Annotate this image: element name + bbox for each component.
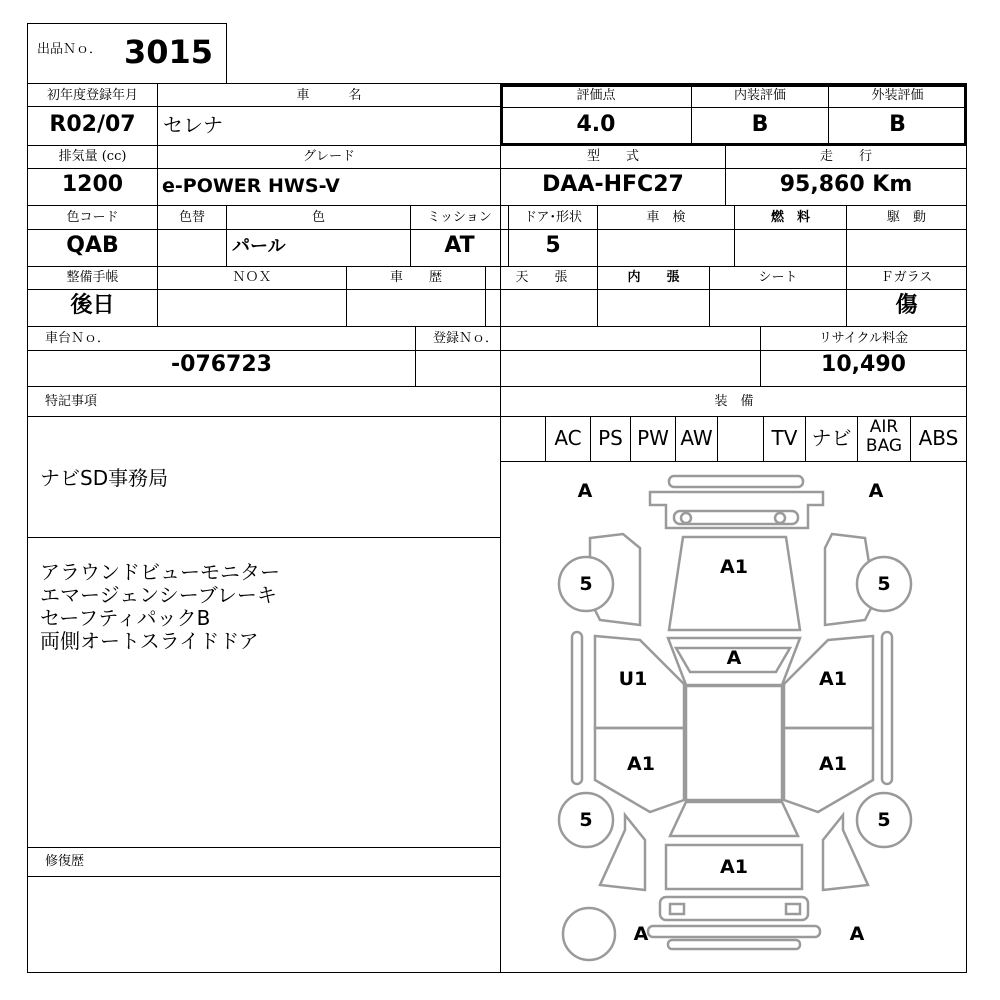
left-sill bbox=[572, 632, 582, 784]
mark-right-front-door: A1 bbox=[819, 668, 847, 690]
spare-tire bbox=[563, 908, 615, 960]
mark-windshield: A bbox=[726, 647, 742, 669]
notes-line-1: ナビSD事務局 bbox=[40, 466, 169, 490]
lot-number: 3015 bbox=[124, 33, 214, 71]
first-registration-value: R02/07 bbox=[49, 112, 136, 137]
drive-label: 駆 動 bbox=[886, 210, 926, 225]
equipment-item: PW bbox=[637, 426, 669, 450]
chassis-label: 車台Ｎｏ． bbox=[45, 331, 111, 346]
score-value: 4.0 bbox=[576, 112, 616, 137]
car-name-label: 車 名 bbox=[296, 88, 362, 103]
notes-list-item: エマージェンシーブレーキ bbox=[40, 583, 277, 607]
nox-label: ＮＯＸ bbox=[232, 270, 272, 285]
hood bbox=[669, 537, 800, 630]
mark-left-rear-door: A1 bbox=[627, 753, 655, 775]
equipment-item: AC bbox=[554, 426, 582, 450]
color-code-value: QAB bbox=[66, 233, 119, 258]
mark-left-rear-tire: 5 bbox=[579, 809, 593, 831]
mark-left-front-door: U1 bbox=[618, 668, 648, 690]
repaint-label: 色替 bbox=[178, 210, 205, 225]
displacement-value: 1200 bbox=[61, 172, 124, 197]
mark-right-rear-door: A1 bbox=[819, 753, 847, 775]
roof-lining-label: 天 張 bbox=[515, 270, 568, 285]
mark-right-rear-tire: 5 bbox=[877, 809, 891, 831]
mark-rear-left-corner: A bbox=[633, 923, 649, 945]
color-code-label: 色コード bbox=[66, 210, 119, 225]
first-registration-label: 初年度登録年月 bbox=[46, 88, 138, 103]
model-value: DAA-HFC27 bbox=[542, 172, 684, 197]
right-sill bbox=[882, 632, 892, 784]
mark-front-right-corner: A bbox=[868, 480, 884, 502]
repair-history-label: 修復歴 bbox=[45, 854, 85, 869]
model-label: 型 式 bbox=[586, 149, 639, 164]
interior-lining-label: 内 張 bbox=[627, 270, 680, 285]
equipment-item: PS bbox=[598, 426, 623, 450]
equipment-item-airbag: AIR BAG bbox=[865, 417, 903, 456]
interior-grade-value: B bbox=[751, 112, 769, 137]
lot-label: 出品Ｎｏ． bbox=[37, 42, 103, 57]
mileage-label: 走 行 bbox=[819, 149, 872, 164]
maintenance-value: 後日 bbox=[70, 293, 115, 318]
grade-label: グレード bbox=[302, 149, 355, 164]
score-label: 評価点 bbox=[576, 88, 616, 103]
history-label: 車 歴 bbox=[389, 270, 442, 285]
color-label: 色 bbox=[311, 210, 325, 225]
seat-label: シート bbox=[758, 270, 798, 285]
car-name-value: セレナ bbox=[163, 113, 223, 137]
notes-list-item: 両側オートスライドドア bbox=[40, 629, 259, 653]
door-label: ドア･形状 bbox=[523, 210, 583, 225]
interior-grade-label: 内装評価 bbox=[733, 88, 786, 103]
color-value: パール bbox=[232, 236, 286, 257]
grade-value: e-POWER HWS-V bbox=[162, 175, 340, 197]
equipment-label: 装 備 bbox=[714, 394, 754, 409]
recycle-value: 10,490 bbox=[821, 352, 906, 377]
registration-label: 登録Ｎｏ． bbox=[433, 331, 499, 346]
exterior-grade-label: 外装評価 bbox=[871, 88, 924, 103]
notes-list-item: セーフティパックB bbox=[40, 606, 211, 630]
equipment-item: AW bbox=[680, 426, 713, 450]
equipment-item: ナビ bbox=[811, 426, 852, 450]
front-glass-value: 傷 bbox=[895, 293, 918, 318]
chassis-value: -076723 bbox=[171, 352, 272, 377]
equipment-item: TV bbox=[771, 426, 798, 450]
rear-window bbox=[670, 802, 798, 836]
roof bbox=[686, 686, 782, 800]
displacement-label: 排気量 (cc) bbox=[58, 149, 127, 164]
front-bumper bbox=[669, 476, 803, 487]
mark-left-front-tire: 5 bbox=[579, 573, 593, 595]
mission-value: AT bbox=[444, 233, 475, 258]
mark-front-left-corner: A bbox=[577, 480, 593, 502]
notes-label: 特記事項 bbox=[45, 394, 98, 409]
mark-rear-right-corner: A bbox=[849, 923, 865, 945]
notes-list-item: アラウンドビューモニター bbox=[40, 560, 280, 584]
inspection-label: 車 検 bbox=[646, 210, 686, 225]
front-glass-label: Ｆガラス bbox=[880, 270, 933, 285]
exterior-grade-value: B bbox=[889, 112, 906, 137]
equipment-item: ABS bbox=[918, 426, 959, 450]
fuel-label: 燃 料 bbox=[770, 210, 810, 225]
mark-hood: A1 bbox=[720, 556, 748, 578]
recycle-label: リサイクル料金 bbox=[818, 331, 909, 346]
maintenance-label: 整備手帳 bbox=[66, 270, 119, 285]
door-value: 5 bbox=[545, 233, 561, 258]
mark-right-front-tire: 5 bbox=[877, 573, 891, 595]
mileage-value: 95,860 Km bbox=[779, 172, 913, 197]
mission-label: ミッション bbox=[427, 210, 492, 225]
mark-trunk: A1 bbox=[720, 856, 748, 878]
